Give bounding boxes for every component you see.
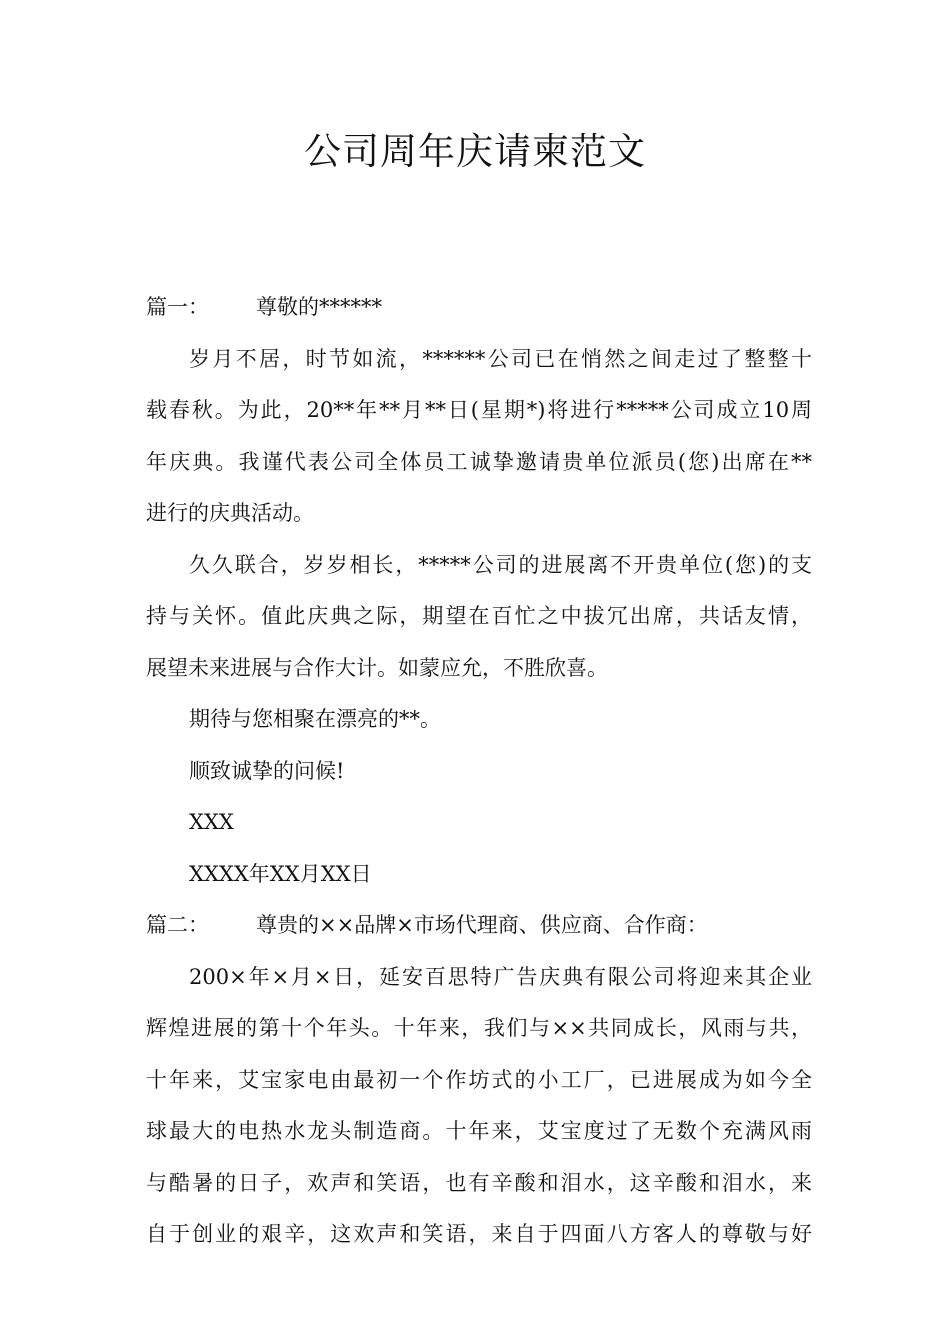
paragraph-line: 久久联合，岁岁相长，*****公司的进展离不开贵单位(您)的支 bbox=[189, 552, 812, 577]
section-1-paragraph-3: 期待与您相聚在漂亮的**。 bbox=[189, 707, 441, 731]
section-1-signature: XXX bbox=[189, 810, 234, 834]
section-1-closing: 顺致诚挚的问候! bbox=[189, 758, 345, 783]
section-2-label: 篇二： bbox=[146, 913, 209, 937]
document-title: 公司周年庆请柬范文 bbox=[304, 130, 646, 173]
section-1-paragraph-1 bbox=[146, 334, 812, 540]
paragraph-line: 自于创业的艰辛，这欢声和笑语，来自于四面八方客人的尊敬与好 bbox=[146, 1222, 812, 1246]
paragraph-line: 展望未来进展与合作大计。如蒙应允，不胜欣喜。 bbox=[146, 655, 608, 680]
paragraph-line: 岁月不居，时节如流，******公司已在悄然之间走过了整整十 bbox=[189, 346, 812, 371]
paragraph-line: 与酷暑的日子，欢声和笑语，也有辛酸和泪水，这辛酸和泪水，来 bbox=[146, 1170, 812, 1195]
section-1-heading bbox=[146, 282, 812, 334]
paragraph-line: 200×年×月×日，延安百思特广告庆典有限公司将迎来其企业 bbox=[189, 964, 812, 989]
paragraph-line: 持与关怀。值此庆典之际，期望在百忙之中拔冗出席，共话友情， bbox=[146, 604, 812, 628]
paragraph-line: 辉煌进展的第十个年头。十年来，我们与××共同成长，风雨与共， bbox=[146, 1016, 812, 1040]
section-2-paragraph-1 bbox=[146, 952, 812, 1261]
section-1-salutation: 尊敬的****** bbox=[256, 295, 382, 319]
section-2-salutation: 尊贵的××品牌×市场代理商、供应商、合作商： bbox=[256, 913, 708, 937]
section-1-paragraph-2 bbox=[146, 540, 812, 695]
paragraph-line: 十年来，艾宝家电由最初一个作坊式的小工厂，已进展成为如今全 bbox=[146, 1067, 812, 1092]
document-body bbox=[146, 282, 812, 1261]
section-2-heading bbox=[146, 900, 812, 952]
paragraph-line: 球最大的电热水龙头制造商。十年来，艾宝度过了无数个充满风雨 bbox=[146, 1119, 812, 1143]
section-1-label: 篇一： bbox=[146, 295, 209, 319]
paragraph-line: 载春秋。为此，20**年**月**日(星期*)将进行*****公司成立10周 bbox=[146, 398, 812, 422]
section-1-date: XXXX年XX月XX日 bbox=[189, 861, 372, 886]
paragraph-line: 进行的庆典活动。 bbox=[146, 501, 314, 525]
paragraph-line: 年庆典。我谨代表公司全体员工诚挚邀请贵单位派员(您)出席在** bbox=[146, 449, 812, 474]
